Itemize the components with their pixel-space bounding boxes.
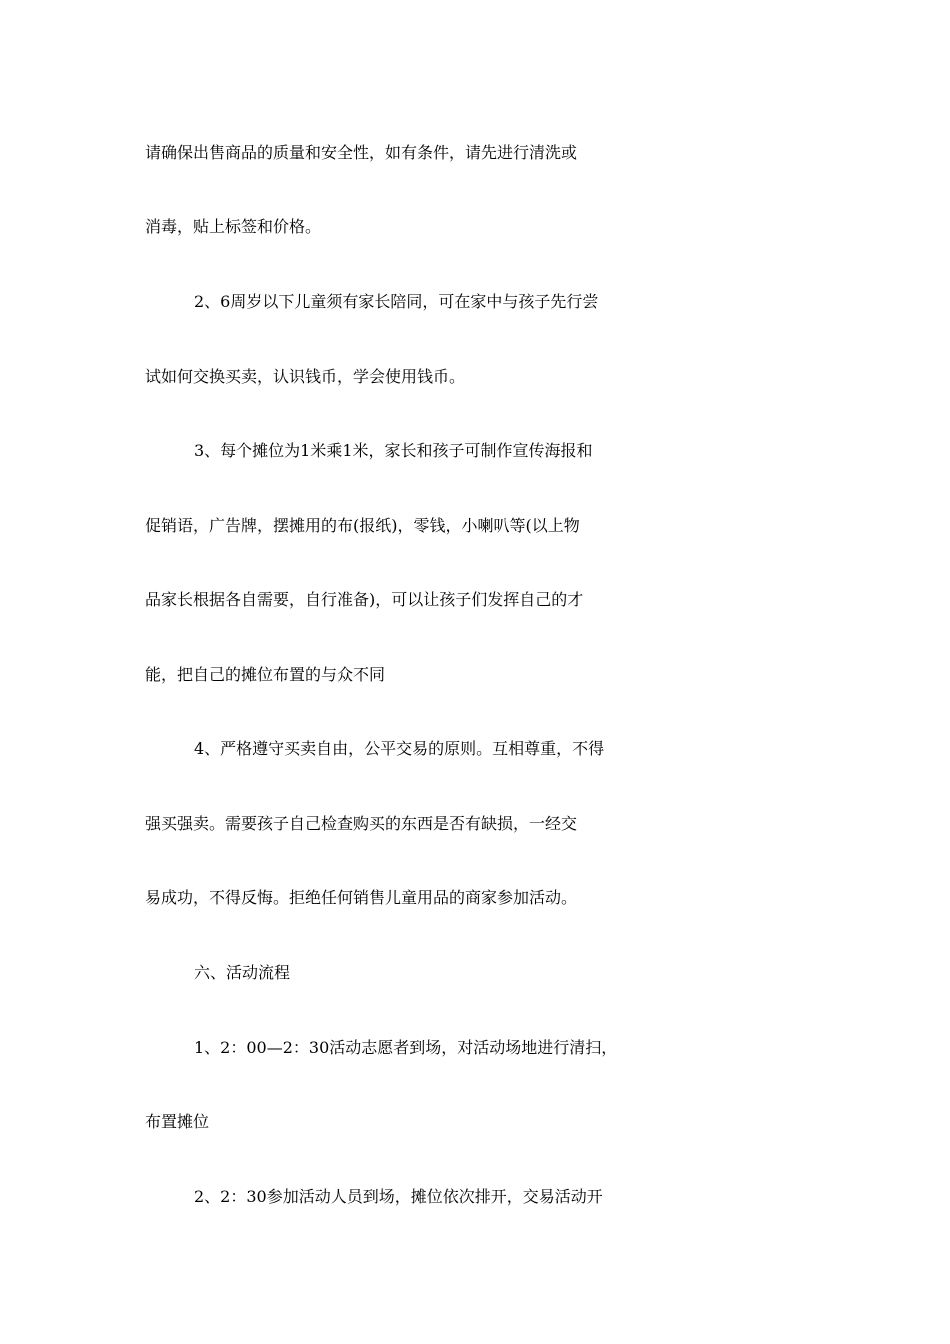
text-line: 4、严格遵守买卖自由，公平交易的原则。互相尊重，不得 (194, 739, 605, 758)
text-line: 消毒，贴上标签和价格。 (145, 217, 322, 236)
text-line: 2、2：30参加活动人员到场，摊位依次排开，交易活动开 (194, 1187, 603, 1206)
text-line: 2、6周岁以下儿童须有家长陪同，可在家中与孩子先行尝 (194, 292, 599, 311)
text-line: 布置摊位 (145, 1112, 210, 1131)
text-line: 1、2：00—2：30活动志愿者到场，对活动场地进行清扫， (194, 1038, 618, 1057)
text-line: 试如何交换买卖，认识钱币，学会使用钱币。 (145, 367, 466, 386)
text-line: 易成功，不得反悔。拒绝任何销售儿童用品的商家参加活动。 (145, 888, 578, 907)
text-line: 能，把自己的摊位布置的与众不同 (145, 665, 386, 684)
section-heading: 六、活动流程 (194, 963, 291, 982)
text-line: 品家长根据各自需要，自行准备)，可以让孩子们发挥自己的才 (145, 590, 584, 609)
text-line: 促销语，广告牌，摆摊用的布(报纸)，零钱，小喇叭等(以上物 (145, 516, 580, 535)
text-line: 强买强卖。需要孩子自己检查购买的东西是否有缺损，一经交 (145, 814, 578, 833)
text-line: 3、每个摊位为1米乘1米，家长和孩子可制作宣传海报和 (194, 441, 593, 460)
text-line: 请确保出售商品的质量和安全性，如有条件，请先进行清洗或 (145, 143, 578, 162)
